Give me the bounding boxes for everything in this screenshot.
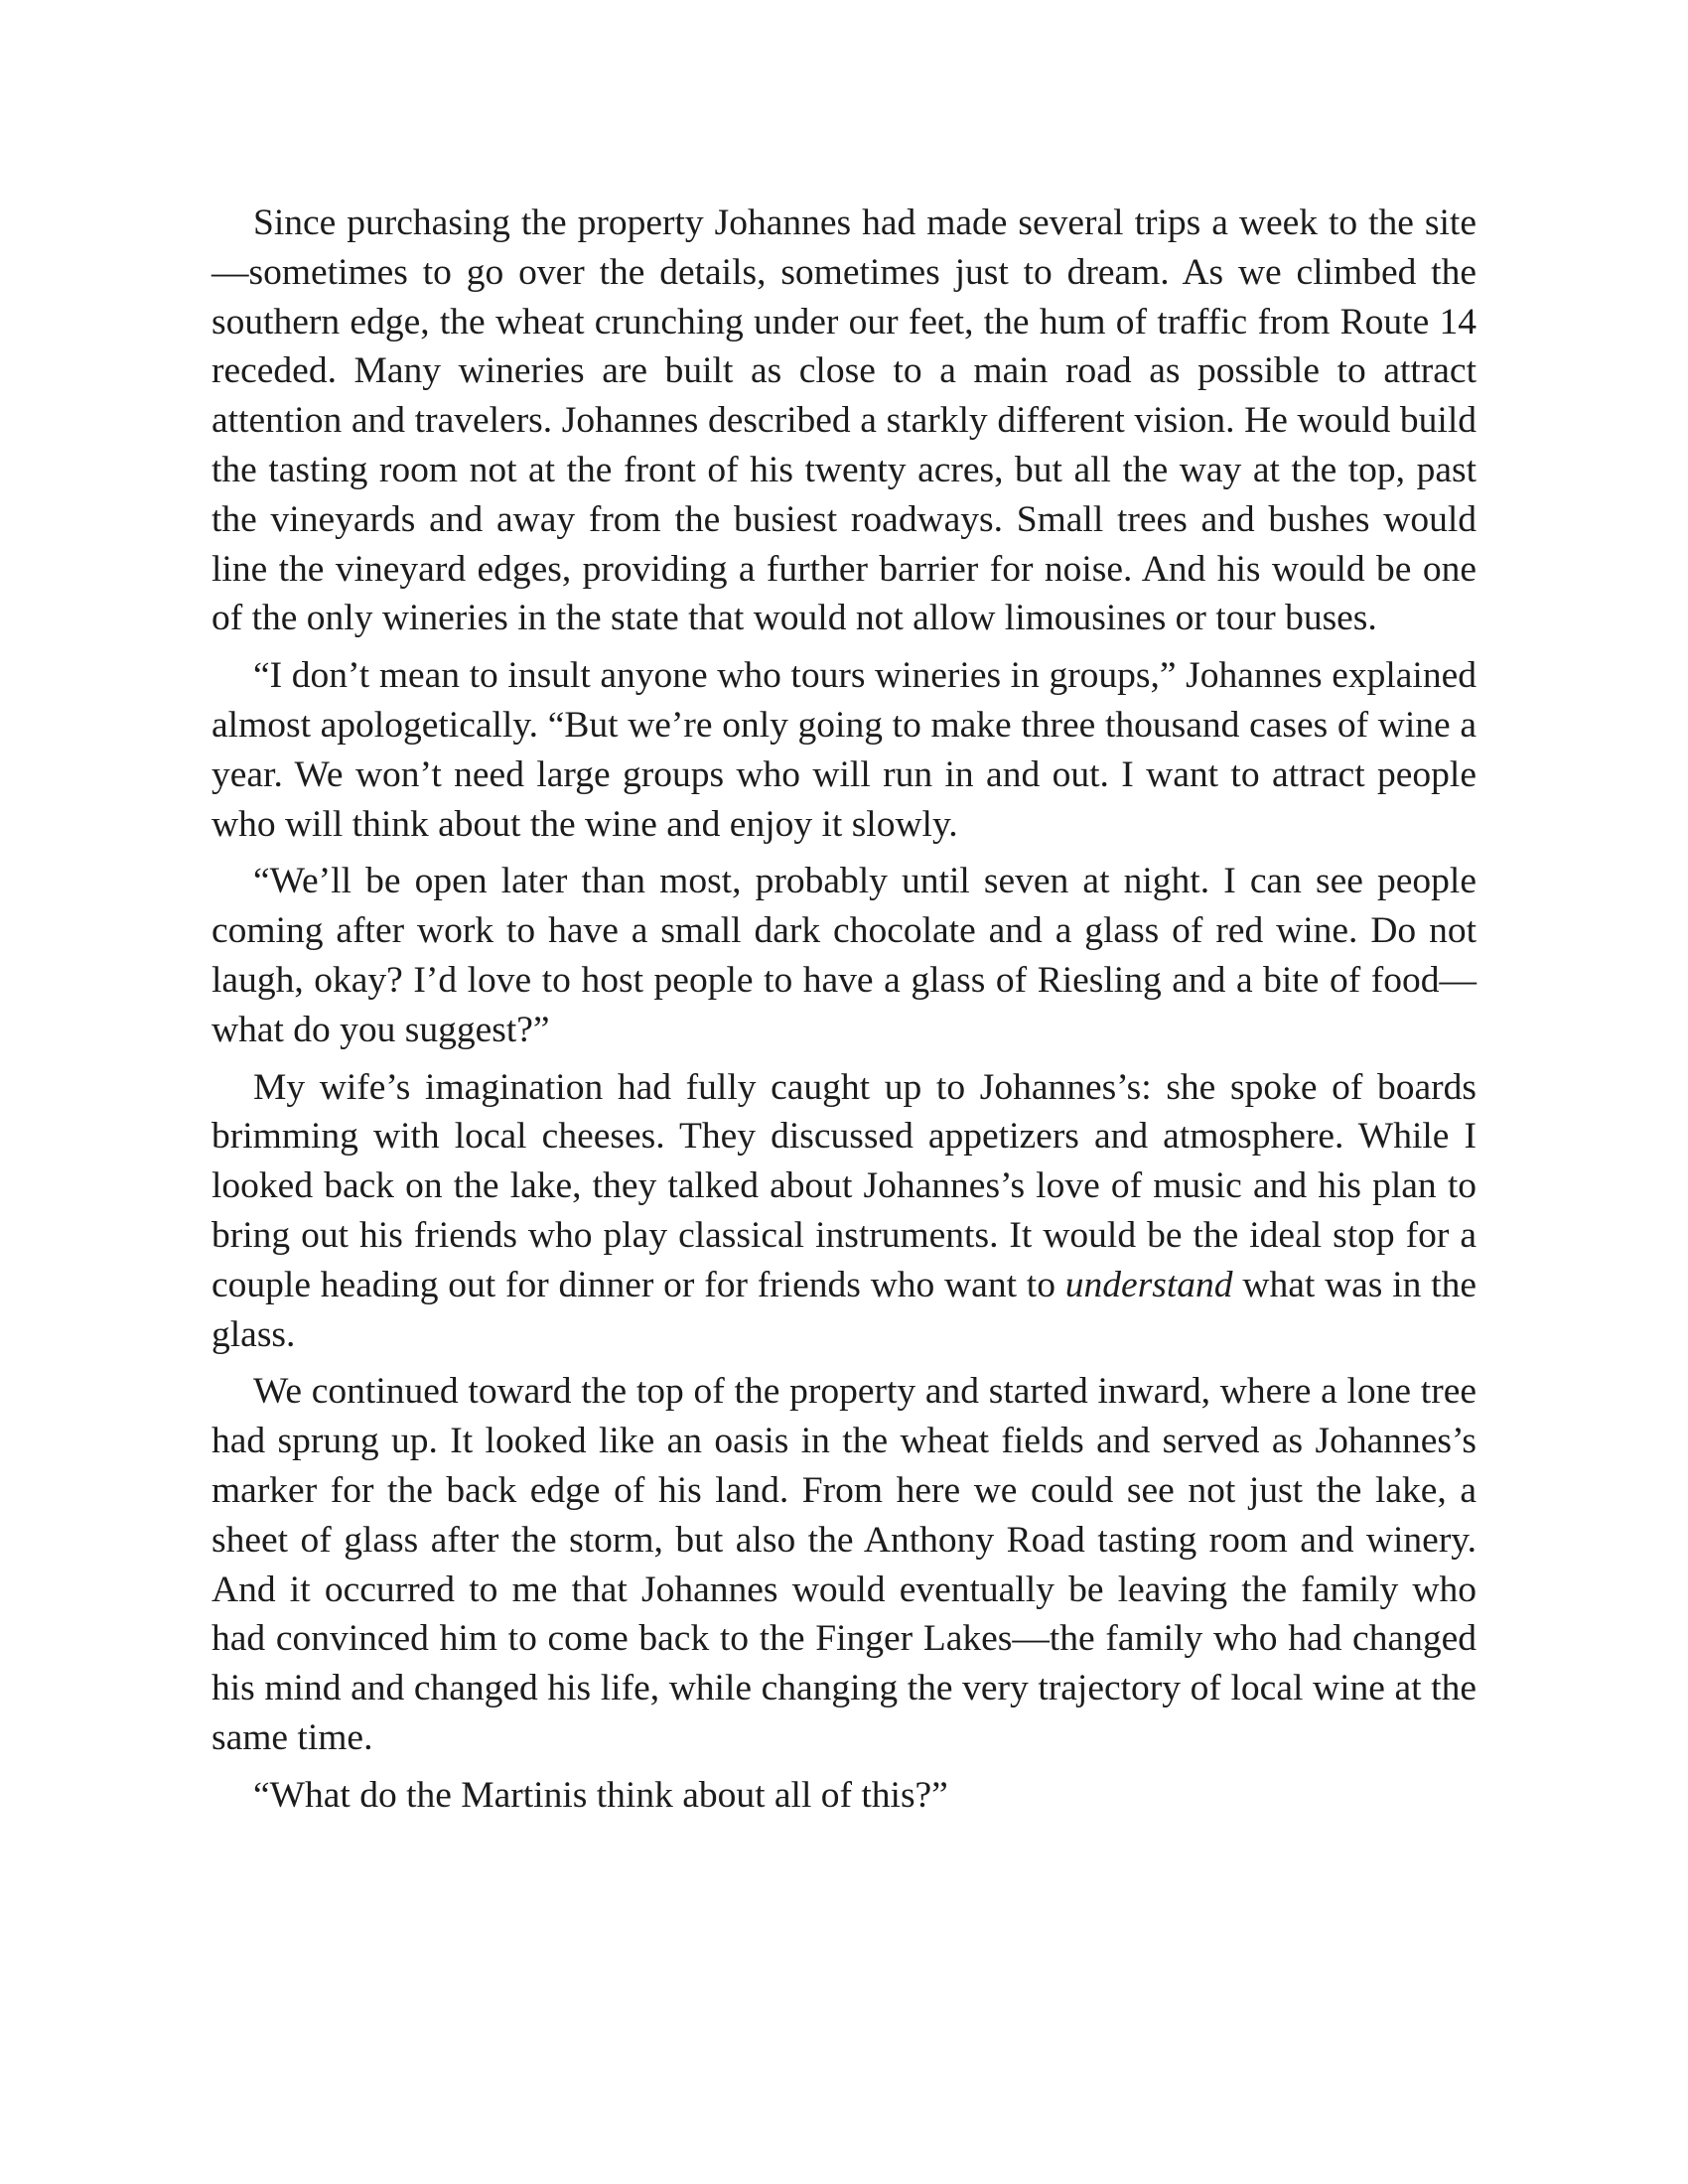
paragraph-6: “What do the Martinis think about all of this?” bbox=[253, 1774, 948, 1816]
paragraph-4-text-start: My wife’s imagination had fully caught up to Johannes’s: she spoke of boards brimming with local cheeses. They discussed appetizers and atmosphere. While I looked back on the lake, they talked about Johannes’s love of music and his plan to bring out his friends who play classical instruments. It would be the ideal stop for a couple heading out for dinner or for friends who want to bbox=[211, 1066, 1477, 1305]
paragraph-4 bbox=[211, 1063, 1477, 1360]
paragraph-1: Since purchasing the property Johannes had made several trips a week to the site—sometimes to go over the details, sometimes just to dream. As we climbed the southern edge, the wheat crunching under our feet, the hum of traffic from Route 14 receded. Many wineries are built as close to a main road as possible to attract attention and travelers. Johannes described a starkly different vision. He would build the tasting room not at the front of his twenty acres, but all the way at the top, past the vineyards and away from the busiest roadways. Small trees and bushes would line the vineyard edges, providing a further barrier for noise. And his would be one of the only wineries in the state that would not allow limousines or tour buses. bbox=[211, 203, 1477, 639]
paragraph-5: We continued toward the top of the property and started inward, where a lone tree had sprung up. It looked like an oasis in the wheat fields and served as Johannes’s marker for the back edge of his land. From here we could see not just the lake, a sheet of glass after the storm, but also the Anthony Road tasting room and winery. And it occurred to me that Johannes would eventually be leaving the family who had convinced him to come back to the Finger Lakes—the family who had changed his mind and changed his life, while changing the very trajectory of local wine at the same time. bbox=[211, 1371, 1477, 1758]
body-text bbox=[211, 199, 1477, 1829]
paragraph-4-italic-word: understand bbox=[1064, 1264, 1233, 1305]
paragraph-4-text-end: what was in the glass. bbox=[211, 1264, 1477, 1355]
paragraph-3: “We’ll be open later than most, probably until seven at night. I can see people coming after work to have a small dark chocolate and a glass of red wine. Do not laugh, okay? I’d love to host people to have a glass of Riesling and a bite of food—what do you suggest?” bbox=[211, 861, 1477, 1050]
paragraph-2: “I don’t mean to insult anyone who tours wineries in groups,” Johannes explained almost apologetically. “But we’re only going to make three thousand cases of wine a year. We won’t need large groups who will run in and out. I want to attract people who will think about the wine and enjoy it slowly. bbox=[211, 655, 1477, 845]
